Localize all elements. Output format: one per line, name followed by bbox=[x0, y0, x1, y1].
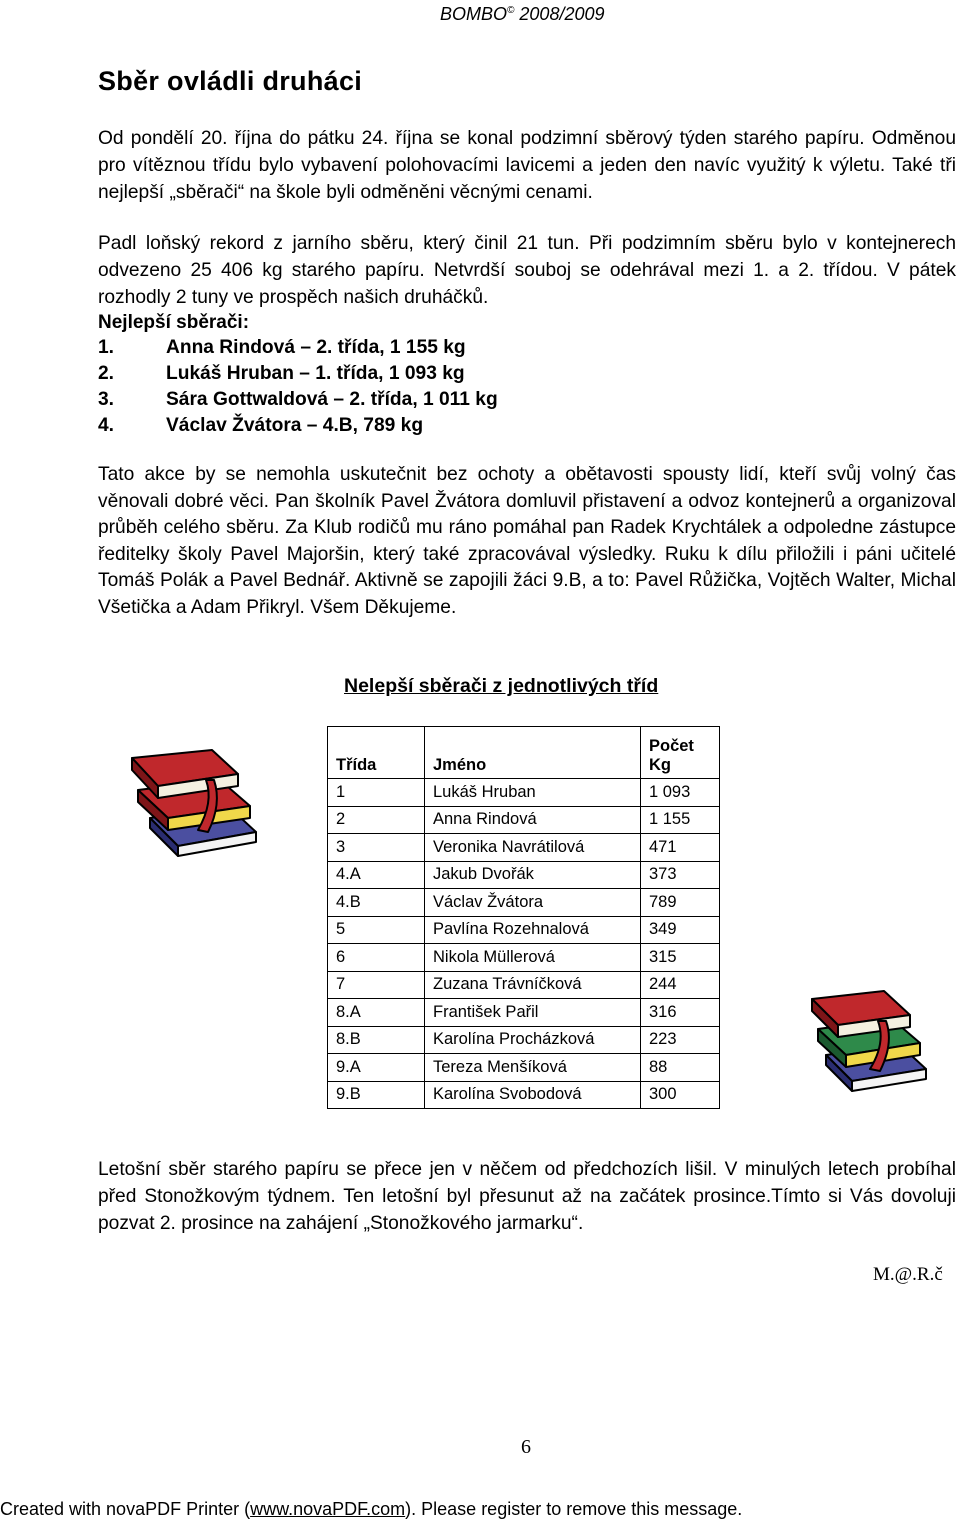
footer-notice: Created with novaPDF Printer (www.novaPDF.com). Please register to remove this message. bbox=[0, 1499, 743, 1519]
table-header-row bbox=[328, 727, 720, 779]
closing-paragraph: Letošní sběr starého papíru se přece jen v něčem od předchozích lišil. V minulých letech probíhal před Stonožkovým týdnem. Ten letošní byl přesunut až na začátek prosince.Tímto si Vás dovoluji pozvat 2. prosince na zahájení „Stonožkového jarmarku“. bbox=[98, 1159, 956, 1234]
table-row: 2 Anna Rindová 1 155 bbox=[328, 806, 720, 834]
column-header-name: Jméno bbox=[425, 727, 641, 779]
signature: M.@.R.č bbox=[873, 1264, 943, 1285]
results-table bbox=[327, 726, 720, 1109]
list-item: 2. Lukáš Hruban – 1. třída, 1 093 kg bbox=[98, 363, 465, 384]
table-row: 4.A Jakub Dvořák 373 bbox=[328, 861, 720, 889]
books-stack-icon bbox=[808, 985, 936, 1097]
table-row: 3 Veronika Navrátilová 471 bbox=[328, 834, 720, 862]
table-row: 7 Zuzana Trávníčková 244 bbox=[328, 971, 720, 999]
header-brand: BOMBO bbox=[440, 4, 508, 24]
intro-paragraph: Od pondělí 20. října do pátku 24. října se konal podzimní sběrový týden starého papíru. Odměnou pro vítěznou třídu bylo vybavení polohovacími lavicemi a jeden den navíc využitý k výletu. Také tři nejlepší „sběrači“ na škole byli odměněni věcnými cenami. bbox=[98, 128, 956, 203]
column-header-count: Počet Kg bbox=[641, 727, 720, 779]
column-header-class: Třída bbox=[328, 727, 425, 779]
page-header bbox=[440, 4, 605, 25]
header-year: 2008/2009 bbox=[519, 4, 605, 24]
table-row: 9.B Karolína Svobodová 300 bbox=[328, 1081, 720, 1109]
novapdf-link[interactable]: www.novaPDF.com bbox=[250, 1499, 406, 1519]
table-row: 1 Lukáš Hruban 1 093 bbox=[328, 779, 720, 807]
thanks-paragraph: Tato akce by se nemohla uskutečnit bez ochoty a obětavosti spousty lidí, kteří svůj volný čas věnovali dobré věci. Pan školník Pavel Žvátora domluvil přistavení a odvoz kontejnerů a organizoval průběh celého sběru. Za Klub rodičů mu ráno pomáhal pan Radek Krychtálek a odpoledne zástupce ředitelky školy Pavel Majoršin, který také zpracovával výsledky. Ruku k dílu přiložili i páni učitelé Tomáš Polák a Pavel Bednář. Aktivně se zapojili žáci 9.B, a to: Pavel Růžička, Vojtěch Walter, Michal Všetička a Adam Přikryl. Všem Děkujeme. bbox=[98, 464, 956, 618]
table-row: 8.B Karolína Procházková 223 bbox=[328, 1026, 720, 1054]
table-row: 8.A František Pařil 316 bbox=[328, 999, 720, 1027]
table-row: 9.A Tereza Menšíková 88 bbox=[328, 1054, 720, 1082]
table-row: 5 Pavlína Rozehnalová 349 bbox=[328, 916, 720, 944]
record-paragraph: Padl loňský rekord z jarního sběru, který činil 21 tun. Při podzimním sběru bylo v kontejnerech odvezeno 25 406 kg starého papíru. Netvrdší souboj se odehrával mezi 1. a 2. třídou. V pátek rozhodly 2 tuny ve prospěch našich druháčků. bbox=[98, 233, 956, 308]
article-title: Sběr ovládli druháci bbox=[98, 66, 363, 96]
table-title: Nelepší sběrači z jednotlivých tříd bbox=[344, 675, 659, 697]
list-item: 4. Václav Žvátora – 4.B, 789 kg bbox=[98, 415, 424, 436]
list-item: 3. Sára Gottwaldová – 2. třída, 1 011 kg bbox=[98, 389, 498, 410]
copyright-mark: © bbox=[507, 5, 515, 16]
best-collectors-list bbox=[98, 335, 498, 439]
best-collectors-heading: Nejlepší sběrači: bbox=[98, 312, 250, 333]
list-item: 1. Anna Rindová – 2. třída, 1 155 kg bbox=[98, 337, 466, 358]
table-row: 4.B Václav Žvátora 789 bbox=[328, 889, 720, 917]
books-stack-icon bbox=[128, 740, 268, 865]
page-number: 6 bbox=[521, 1436, 531, 1458]
table-row: 6 Nikola Müllerová 315 bbox=[328, 944, 720, 972]
